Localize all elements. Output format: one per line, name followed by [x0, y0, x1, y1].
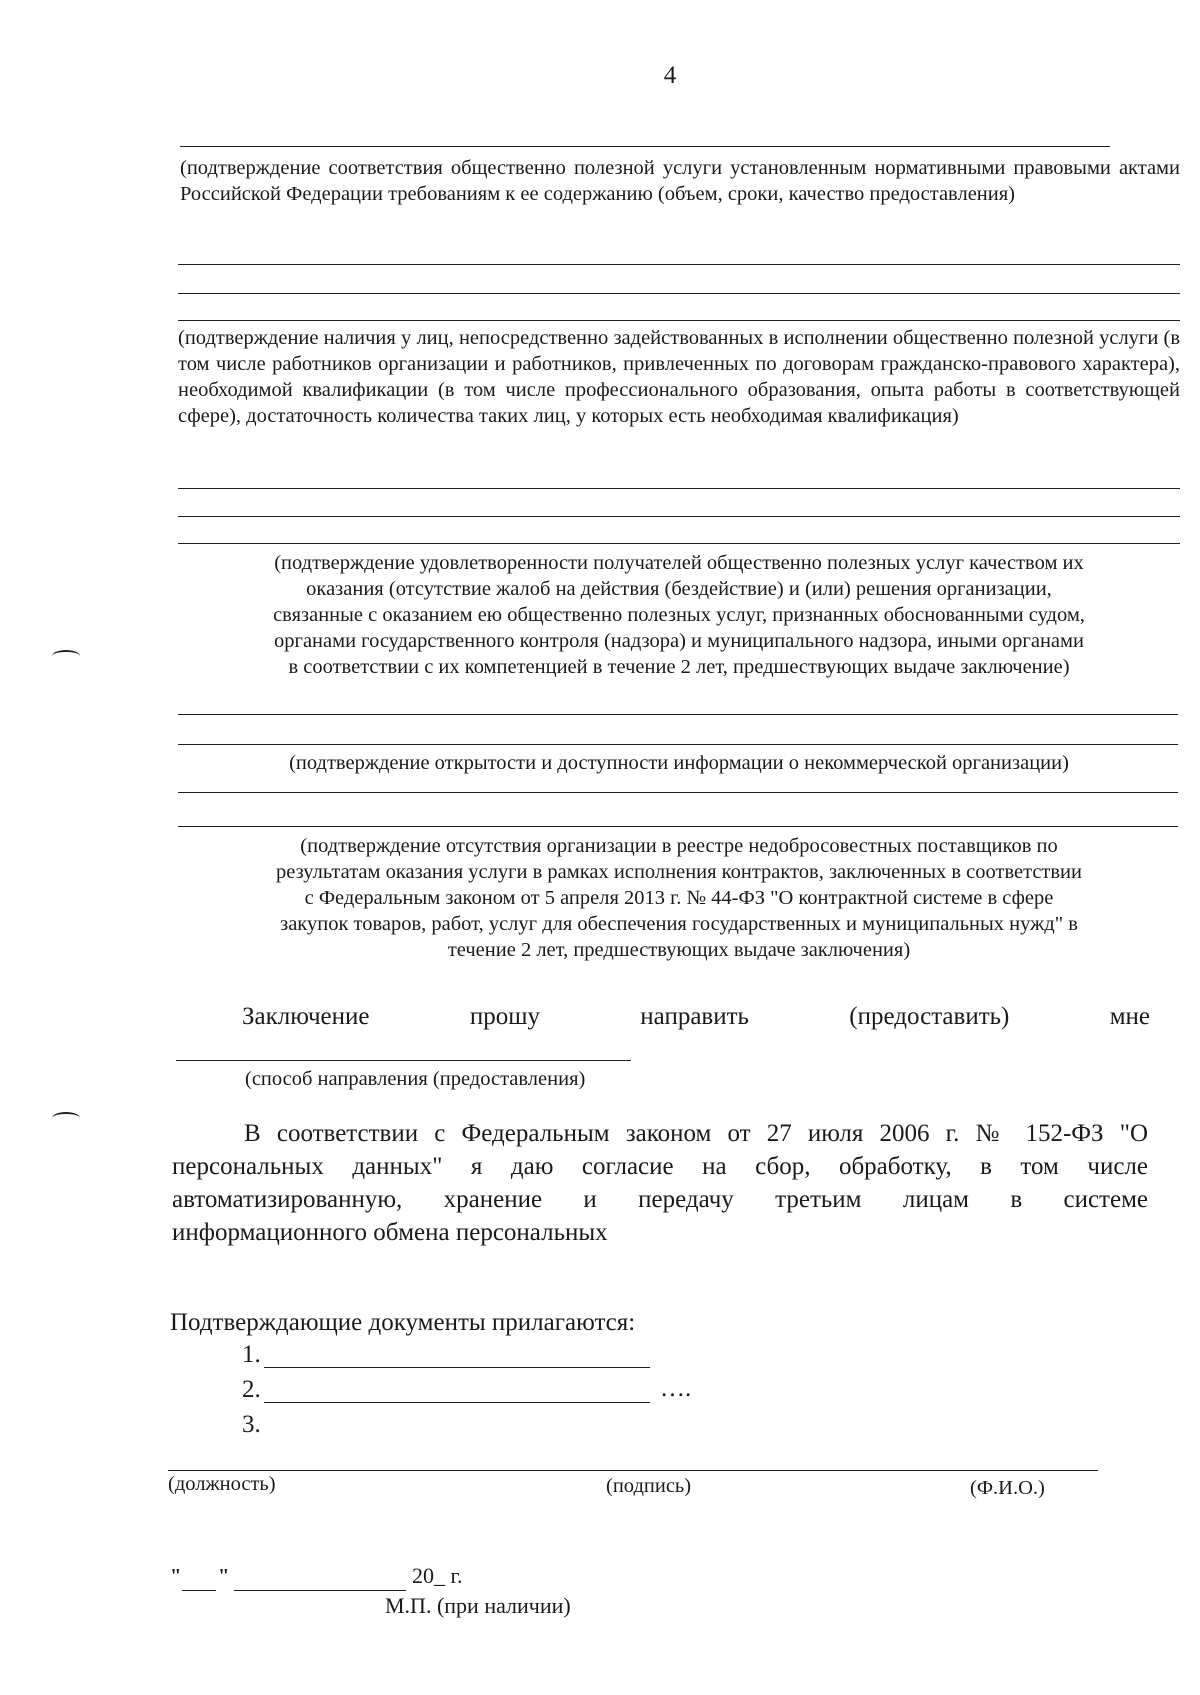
- caption-service-compliance: (подтверждение соответствия общественно полезной услуги установленным нормативными правовыми актами Российской Федерации требованиям к ее содержанию (объем, сроки, качество предоставления): [180, 157, 1180, 205]
- fill-line[interactable]: [178, 488, 1180, 489]
- delivery-method-field[interactable]: [176, 1060, 631, 1061]
- fill-line[interactable]: [178, 543, 1180, 544]
- signature-line[interactable]: [168, 1470, 1098, 1471]
- consent-line: персональных данных" я даю согласие на сбор, обработку, в том числе: [172, 1153, 1148, 1180]
- consent-line: В соответствии с Федеральным законом от 27 июля 2006 г. № 152-ФЗ "О: [244, 1120, 1148, 1147]
- caption-line: в соответствии с их компетенцией в течение 2 лет, предшествующих выдаче заключение): [288, 656, 1070, 678]
- date-open-quote: ": [170, 1565, 182, 1587]
- position-label: (должность): [168, 1473, 276, 1495]
- delivery-method-caption: (способ направления (предоставления): [245, 1068, 586, 1090]
- caption-line: (подтверждение отсутствия организации в реестре недобросовестных поставщиков по: [300, 835, 1058, 857]
- consent-line: автоматизированную, хранение и передачу третьим лицам в системе: [172, 1186, 1148, 1213]
- month-field[interactable]: [234, 1590, 406, 1591]
- caption-line: результатам оказания услуги в рамках исполнения контрактов, заключенных в соответствии: [276, 861, 1082, 883]
- attachment-1-field[interactable]: [264, 1367, 650, 1368]
- caption-satisfaction: [178, 550, 1180, 680]
- scan-mark: [52, 1112, 80, 1124]
- caption-line: органами государственного контроля (надзора) и муниципального надзора, иными органами: [274, 630, 1084, 652]
- consent-line: информационного обмена персональных: [172, 1219, 608, 1246]
- attachment-item-number: 3.: [242, 1411, 261, 1438]
- fill-line[interactable]: [178, 293, 1180, 294]
- attachment-2-field[interactable]: [264, 1402, 650, 1403]
- caption-line: связанные с оказанием ею общественно полезных услуг, признанных обоснованными судом,: [273, 604, 1085, 626]
- name-label: (Ф.И.О.): [970, 1477, 1045, 1499]
- fill-line[interactable]: [178, 264, 1180, 265]
- attachment-ellipsis: ….: [660, 1375, 692, 1402]
- fill-line[interactable]: [178, 516, 1180, 517]
- consent-paragraph: [172, 1117, 1148, 1249]
- scan-mark: [52, 650, 80, 662]
- day-field[interactable]: [182, 1590, 216, 1591]
- request-text: Заключение прошу направить (предоставить) мне: [242, 1003, 1150, 1030]
- fill-line[interactable]: [180, 146, 1110, 147]
- caption-line: (подтверждение удовлетворенности получателей общественно полезных услуг качеством их: [274, 552, 1084, 574]
- signature-label: (подпись): [606, 1475, 692, 1497]
- caption-openness: (подтверждение открытости и доступности информации о некоммерческой организации): [289, 752, 1069, 774]
- caption-qualification: (подтверждение наличия у лиц, непосредственно задействованных в исполнении общественно полезной услуги (в том числе работников организации и работников, привлеченных по договорам гражданско-правового характера), необходимой квалификации (в том числе профессионального образования, опыта работы в соответствующей сфере), достаточность количества таких лиц, у которых есть необходимая квалификация): [178, 327, 1180, 427]
- stamp-label: М.П. (при наличии): [385, 1593, 571, 1618]
- caption-line: течение 2 лет, предшествующих выдаче заключения): [447, 939, 911, 961]
- attachment-item-number: 2.: [242, 1376, 261, 1403]
- fill-line[interactable]: [178, 320, 1180, 321]
- fill-line[interactable]: [178, 826, 1178, 827]
- page-number: 4: [663, 62, 677, 89]
- fill-line[interactable]: [178, 792, 1178, 793]
- fill-line[interactable]: [178, 744, 1178, 745]
- caption-line: оказания (отсутствие жалоб на действия (бездействие) и (или) решения организации,: [306, 578, 1052, 600]
- year-label: 20_ г.: [412, 1563, 463, 1588]
- caption-line: закупок товаров, работ, услуг для обеспечения государственных и муниципальных нужд" в: [280, 913, 1078, 935]
- attachment-item-number: 1.: [242, 1341, 261, 1368]
- fill-line[interactable]: [178, 714, 1178, 715]
- attachments-heading: Подтверждающие документы прилагаются:: [170, 1309, 636, 1336]
- caption-line: с Федеральным законом от 5 апреля 2013 г. № 44-ФЗ "О контрактной системе в сфере: [304, 887, 1054, 909]
- caption-registry: [178, 833, 1180, 963]
- date-close-quote: ": [218, 1565, 230, 1587]
